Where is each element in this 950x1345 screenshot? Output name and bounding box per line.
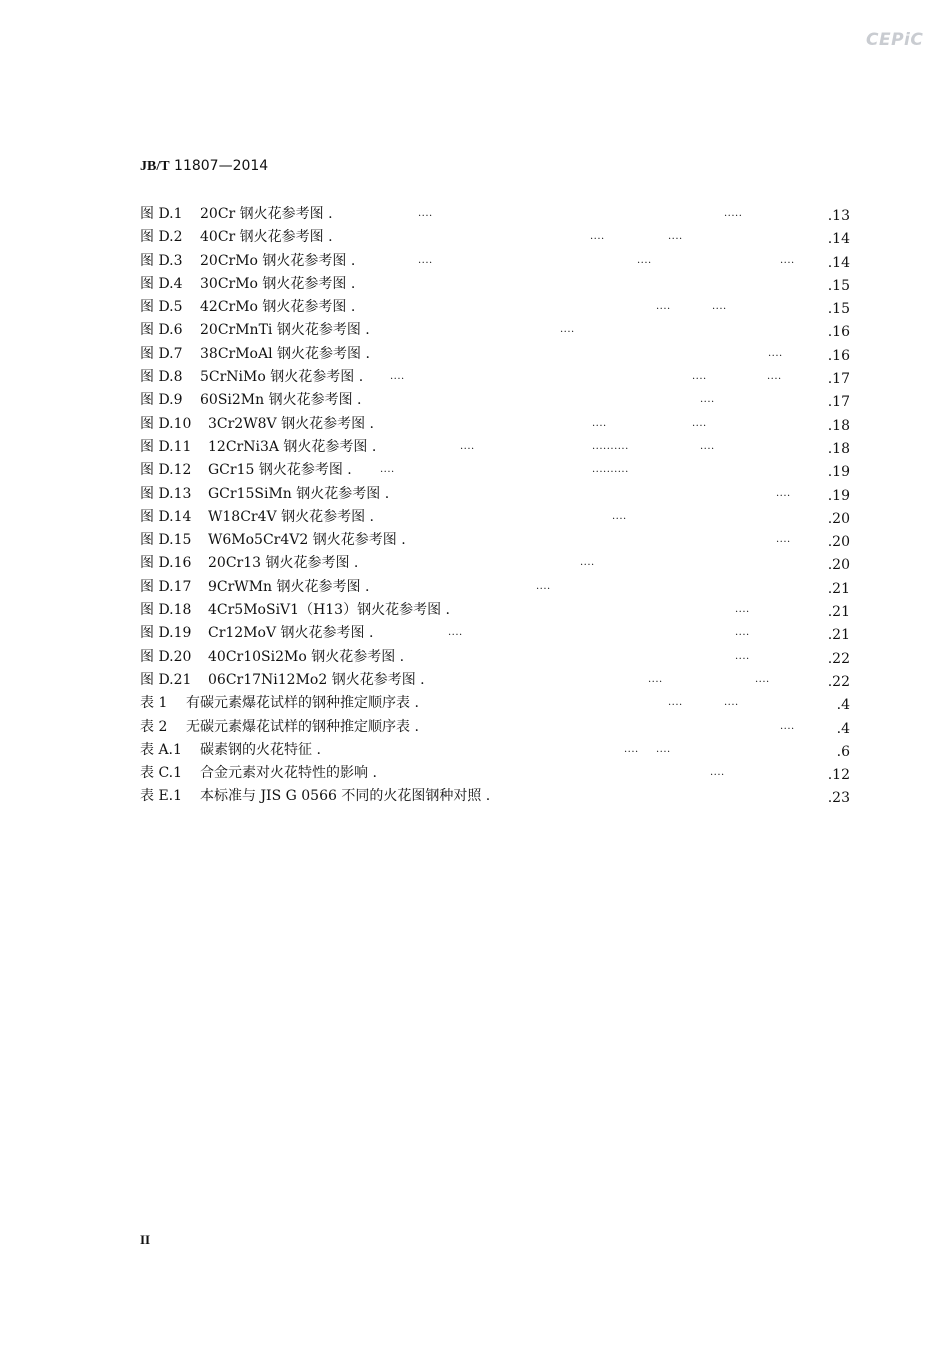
toc-entry-label: 图 D.18	[140, 602, 192, 619]
dot-leader: ....	[536, 580, 551, 592]
toc-entry-label: 图 D.13	[140, 485, 192, 502]
dot-leader: ....	[755, 673, 770, 685]
document-header	[140, 158, 268, 175]
toc-entry-title: 40Cr 钢火花参考图 .	[200, 229, 333, 246]
toc-entry-label: 图 D.1	[140, 206, 183, 222]
dot-leader: ....	[460, 440, 475, 452]
dot-leader: ....	[668, 697, 683, 709]
toc-entry-title: GCr15SiMn 钢火花参考图 .	[208, 485, 390, 502]
toc-entry-title: 合金元素对火花特性的影响 .	[200, 765, 377, 782]
toc-entry-title: 38CrMoAl 钢火花参考图 .	[200, 345, 370, 362]
toc-entry[interactable]	[140, 484, 850, 507]
toc-entry-label: 图 D.16	[140, 555, 192, 572]
toc-entry[interactable]	[140, 623, 850, 646]
toc-entry-label: 图 D.14	[140, 508, 192, 525]
dot-leader: ....	[592, 417, 607, 429]
toc-entry-page: .13	[827, 208, 850, 224]
dot-leader: ....	[380, 464, 395, 476]
toc-entry-page: .17	[827, 371, 850, 388]
toc-entry-title: 42CrMo 钢火花参考图 .	[200, 299, 356, 316]
toc-entry-label: 图 D.3	[140, 252, 183, 269]
toc-entry[interactable]	[140, 600, 850, 623]
toc-entry-page: .18	[827, 417, 850, 434]
toc-entry-page: .19	[827, 464, 850, 481]
list-of-figures-and-tables	[140, 204, 850, 810]
toc-entry-title: 40Cr10Si2Mo 钢火花参考图 .	[208, 648, 405, 665]
toc-entry[interactable]	[140, 251, 850, 274]
toc-entry-label: 图 D.11	[140, 438, 192, 455]
toc-entry[interactable]	[140, 717, 850, 740]
toc-entry-label: 图 D.8	[140, 369, 183, 386]
toc-entry-label: 图 D.17	[140, 578, 192, 595]
toc-entry-title: Cr12MoV 钢火花参考图 .	[208, 625, 374, 642]
toc-entry-label: 图 D.15	[140, 532, 192, 549]
dot-leader: ....	[612, 510, 627, 522]
toc-entry-page: .17	[827, 394, 850, 411]
dot-leader: ....	[780, 720, 795, 732]
toc-entry-title: W6Mo5Cr4V2 钢火花参考图 .	[208, 532, 406, 549]
toc-entry-page: .15	[827, 301, 850, 318]
toc-entry-label: 表 E.1	[140, 788, 183, 805]
toc-entry-title: 4Cr5MoSiV1（H13）钢火花参考图 .	[208, 602, 450, 619]
toc-entry-page: .22	[827, 673, 850, 690]
toc-entry[interactable]	[140, 553, 850, 576]
dot-leader: ....	[735, 604, 750, 616]
toc-entry[interactable]	[140, 297, 850, 320]
toc-entry-label: 图 D.9	[140, 392, 183, 409]
toc-entry[interactable]	[140, 367, 850, 390]
dot-leader: ....	[692, 371, 707, 383]
toc-entry-label: 表 C.1	[140, 765, 183, 782]
toc-entry-page: .16	[827, 347, 850, 364]
toc-entry-page: .4	[836, 697, 850, 714]
dot-leader: ....	[580, 557, 595, 569]
toc-entry-label: 图 D.10	[140, 415, 192, 432]
toc-entry-title: 无碳元素爆花试样的钢种推定顺序表 .	[186, 718, 419, 735]
toc-entry-page: .21	[827, 627, 850, 644]
toc-entry-title: 06Cr17Ni12Mo2 钢火花参考图 .	[208, 671, 425, 688]
toc-entry[interactable]	[140, 414, 850, 437]
toc-entry[interactable]	[140, 390, 850, 413]
toc-entry-label: 图 D.19	[140, 625, 192, 642]
toc-entry[interactable]	[140, 530, 850, 553]
toc-entry-page: .19	[827, 487, 850, 504]
toc-entry-page: .21	[827, 580, 850, 597]
toc-entry-title: 20Cr 钢火花参考图 .	[200, 206, 333, 222]
toc-entry-title: GCr15 钢火花参考图 .	[208, 462, 352, 479]
dot-leader: ....	[637, 254, 652, 266]
dot-leader: ....	[700, 394, 715, 406]
toc-entry-title: 碳素钢的火花特征 .	[200, 741, 321, 758]
toc-entry[interactable]	[140, 763, 850, 786]
toc-entry[interactable]	[140, 437, 850, 460]
dot-leader: .....	[724, 208, 743, 219]
dot-leader: ....	[724, 697, 739, 709]
toc-entry-page: .23	[827, 790, 850, 807]
dot-leader: ....	[418, 208, 433, 219]
dot-leader: ....	[656, 301, 671, 313]
toc-entry[interactable]	[140, 740, 850, 763]
toc-entry-title: 60Si2Mn 钢火花参考图 .	[200, 392, 362, 409]
dot-leader: ..........	[592, 440, 629, 452]
toc-entry-page: .6	[836, 743, 850, 760]
toc-entry-page: .20	[827, 557, 850, 574]
toc-entry-title: 20Cr13 钢火花参考图 .	[208, 555, 359, 572]
dot-leader: ....	[656, 743, 671, 755]
dot-leader: ....	[700, 440, 715, 452]
dot-leader: ....	[735, 650, 750, 662]
toc-entry-label: 表 1	[140, 695, 168, 712]
dot-leader: ....	[668, 231, 683, 243]
toc-entry[interactable]	[140, 344, 850, 367]
toc-entry-title: W18Cr4V 钢火花参考图 .	[208, 508, 374, 525]
dot-leader: ....	[692, 417, 707, 429]
toc-entry-page: .16	[827, 324, 850, 341]
toc-entry[interactable]	[140, 460, 850, 483]
toc-entry-title: 有碳元素爆花试样的钢种推定顺序表 .	[186, 695, 419, 712]
cepic-logo: CEPiC	[866, 30, 924, 50]
toc-entry-title: 20CrMo 钢火花参考图 .	[200, 252, 356, 269]
toc-entry-page: .21	[827, 604, 850, 621]
dot-leader: ....	[767, 371, 782, 383]
toc-entry-label: 表 2	[140, 718, 168, 735]
toc-entry-title: 5CrNiMo 钢火花参考图 .	[200, 369, 364, 386]
toc-entry-label: 图 D.21	[140, 671, 192, 688]
toc-entry-label: 图 D.5	[140, 299, 183, 316]
toc-entry-title: 30CrMo 钢火花参考图 .	[200, 275, 356, 292]
toc-entry-label: 图 D.7	[140, 345, 183, 362]
dot-leader: ....	[390, 371, 405, 383]
dot-leader: ....	[780, 254, 795, 266]
dot-leader: ....	[776, 487, 791, 499]
toc-entry-title: 20CrMnTi 钢火花参考图 .	[200, 322, 370, 339]
dot-leader: ....	[448, 627, 463, 639]
toc-entry-title: 9CrWMn 钢火花参考图 .	[208, 578, 370, 595]
toc-entry[interactable]	[140, 507, 850, 530]
toc-entry[interactable]	[140, 693, 850, 716]
page-number: II	[140, 1232, 151, 1247]
dot-leader: ..........	[592, 464, 629, 476]
dot-leader: ....	[712, 301, 727, 313]
standard-number: 11807—2014	[174, 158, 269, 174]
dot-leader: ....	[768, 347, 783, 359]
toc-entry-label: 图 D.6	[140, 322, 183, 339]
toc-entry-label: 表 A.1	[140, 741, 182, 758]
toc-entry[interactable]	[140, 786, 850, 809]
toc-entry[interactable]	[140, 577, 850, 600]
toc-entry-page: .20	[827, 534, 850, 551]
toc-entry-page: .14	[827, 254, 850, 271]
toc-entry[interactable]	[140, 204, 850, 227]
dot-leader: ....	[590, 231, 605, 243]
dot-leader: ....	[735, 627, 750, 639]
toc-entry-title: 3Cr2W8V 钢火花参考图 .	[208, 415, 374, 432]
toc-entry-page: .4	[836, 720, 850, 737]
toc-entry-title: 12CrNi3A 钢火花参考图 .	[208, 438, 377, 455]
toc-entry-page: .12	[827, 767, 850, 784]
toc-entry[interactable]	[140, 320, 850, 343]
toc-entry-label: 图 D.12	[140, 462, 192, 479]
toc-entry-page: .18	[827, 440, 850, 457]
toc-entry[interactable]	[140, 227, 850, 250]
toc-entry[interactable]	[140, 670, 850, 693]
dot-leader: ....	[560, 324, 575, 336]
toc-entry-page: .22	[827, 650, 850, 667]
toc-entry[interactable]	[140, 647, 850, 670]
dot-leader: ....	[648, 673, 663, 685]
dot-leader: ....	[624, 743, 639, 755]
standard-code: JB/T	[140, 159, 170, 174]
toc-entry-label: 图 D.4	[140, 275, 183, 292]
toc-entry-page: .15	[827, 277, 850, 294]
toc-entry-label: 图 D.20	[140, 648, 192, 665]
toc-entry-title: 本标准与 JIS G 0566 不同的火花图钢种对照 .	[200, 788, 491, 805]
toc-entry[interactable]	[140, 274, 850, 297]
dot-leader: ....	[418, 254, 433, 266]
toc-entry-page: .14	[827, 231, 850, 248]
toc-entry-page: .20	[827, 510, 850, 527]
dot-leader: ....	[710, 767, 725, 779]
toc-entry-label: 图 D.2	[140, 229, 183, 246]
dot-leader: ....	[776, 534, 791, 546]
